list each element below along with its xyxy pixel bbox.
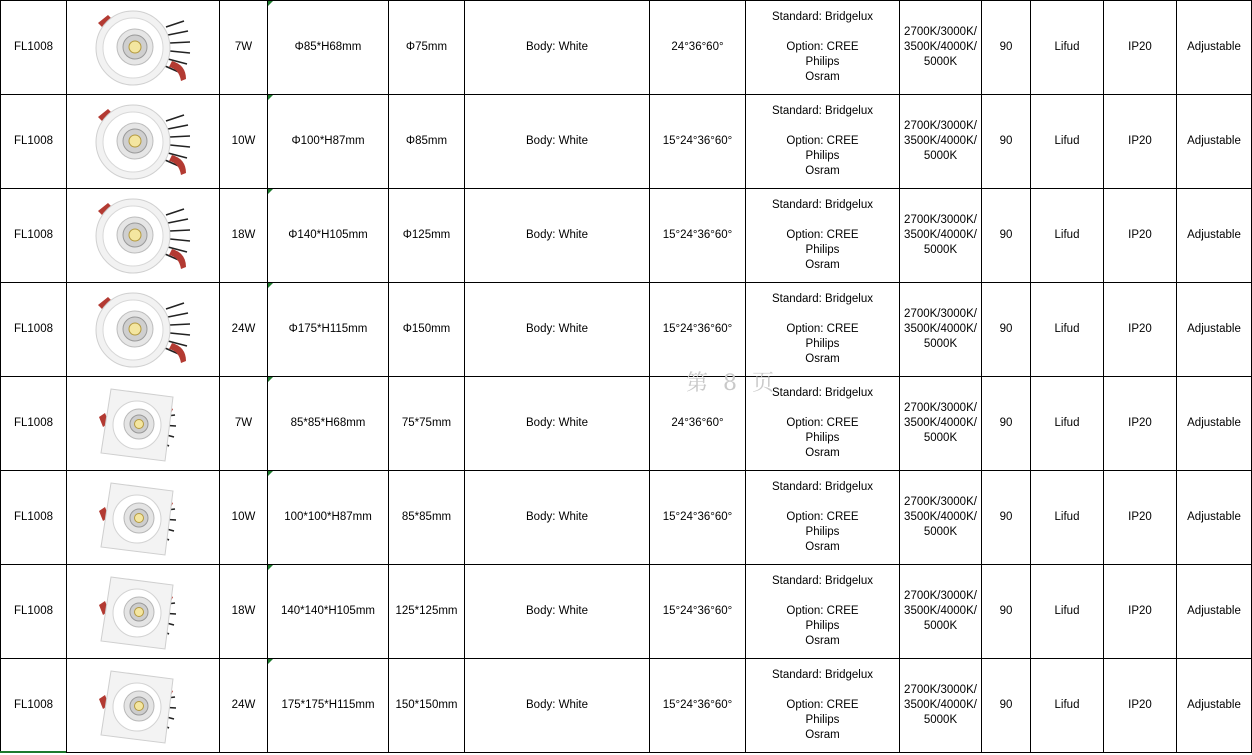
chip-option-text: Osram: [805, 541, 840, 553]
adjustability-cell[interactable]: [1177, 95, 1252, 189]
chip-option-text: Osram: [805, 259, 840, 271]
product-image-cell[interactable]: [67, 1, 220, 95]
downlight-image: [67, 663, 219, 749]
cct-text: 5000K: [923, 338, 958, 350]
power-text: 24W: [231, 323, 256, 335]
cct-cell[interactable]: [900, 471, 982, 565]
dimension-cell[interactable]: [268, 471, 389, 565]
driver-cell[interactable]: [1031, 283, 1104, 377]
cutout-cell[interactable]: [389, 659, 465, 753]
power-text: 10W: [231, 511, 256, 523]
beam-angle-cell[interactable]: [650, 95, 746, 189]
dimension-text: 175*175*H115mm: [281, 699, 375, 711]
finish-cell[interactable]: [465, 189, 650, 283]
driver-text: Lifud: [1054, 135, 1080, 147]
cct-cell[interactable]: [900, 189, 982, 283]
cct-text: 5000K: [923, 526, 958, 538]
power-text: 7W: [234, 41, 253, 53]
adjustability-text: Adjustable: [1187, 417, 1241, 429]
cutout-cell[interactable]: [389, 565, 465, 659]
chip-option-text: Philips: [805, 150, 840, 162]
cct-cell[interactable]: [900, 565, 982, 659]
cutout-text: 75*75mm: [401, 417, 452, 429]
finish-text: Body: White: [526, 229, 588, 241]
beam-angle-cell[interactable]: [650, 471, 746, 565]
finish-text: Body: White: [526, 323, 588, 335]
cri-text: 90: [999, 323, 1013, 335]
model-text: FL1008: [13, 417, 53, 429]
cct-text: 3500K/4000K/: [904, 135, 977, 147]
driver-cell[interactable]: [1031, 377, 1104, 471]
adjustability-cell[interactable]: [1177, 377, 1252, 471]
product-image-cell[interactable]: [67, 189, 220, 283]
ip-rating-text: IP20: [1128, 323, 1152, 335]
cri-cell[interactable]: [982, 283, 1031, 377]
finish-cell[interactable]: [465, 1, 650, 95]
driver-cell[interactable]: [1031, 189, 1104, 283]
beam-angle-cell[interactable]: [650, 659, 746, 753]
dimension-cell[interactable]: [268, 1, 389, 95]
cri-text: 90: [999, 605, 1013, 617]
cri-cell[interactable]: [982, 471, 1031, 565]
adjustability-text: Adjustable: [1187, 511, 1241, 523]
dimension-text: Φ85*H68mm: [294, 41, 362, 53]
beam-angle-text: 15°24°36°60°: [662, 323, 733, 335]
cri-text: 90: [999, 229, 1013, 241]
led-chip-cell[interactable]: [746, 377, 900, 471]
cct-text: 5000K: [923, 244, 958, 256]
chip-option-text: Philips: [805, 244, 840, 256]
cri-text: 90: [999, 135, 1013, 147]
driver-text: Lifud: [1054, 417, 1080, 429]
cri-cell[interactable]: [982, 377, 1031, 471]
ip-rating-text: IP20: [1128, 229, 1152, 241]
chip-standard-text: Standard: Bridgelux: [771, 575, 873, 587]
cutout-text: 125*125mm: [395, 605, 458, 617]
driver-cell[interactable]: [1031, 1, 1104, 95]
ip-rating-cell[interactable]: [1104, 659, 1177, 753]
chip-option-text: Osram: [805, 353, 840, 365]
cct-text: 2700K/3000K/: [904, 684, 977, 696]
finish-text: Body: White: [526, 135, 588, 147]
product-image-cell[interactable]: [67, 659, 220, 753]
adjustability-text: Adjustable: [1187, 41, 1241, 53]
finish-text: Body: White: [526, 605, 588, 617]
driver-cell[interactable]: [1031, 95, 1104, 189]
ip-rating-text: IP20: [1128, 699, 1152, 711]
cct-text: 5000K: [923, 620, 958, 632]
cct-cell[interactable]: [900, 659, 982, 753]
cri-cell[interactable]: [982, 189, 1031, 283]
chip-option-text: Option: CREE: [786, 41, 859, 53]
finish-cell[interactable]: [465, 283, 650, 377]
finish-cell[interactable]: [465, 377, 650, 471]
power-cell[interactable]: [220, 1, 268, 95]
dimension-text: 140*140*H105mm: [281, 605, 375, 617]
power-cell[interactable]: [220, 95, 268, 189]
driver-cell[interactable]: [1031, 659, 1104, 753]
model-text: FL1008: [13, 699, 53, 711]
driver-text: Lifud: [1054, 229, 1080, 241]
adjustability-text: Adjustable: [1187, 605, 1241, 617]
selection-marker: [0, 751, 66, 753]
downlight-image: [67, 287, 219, 373]
beam-angle-cell[interactable]: [650, 565, 746, 659]
power-cell[interactable]: [220, 471, 268, 565]
ip-rating-cell[interactable]: [1104, 1, 1177, 95]
power-cell[interactable]: [220, 377, 268, 471]
power-text: 18W: [231, 229, 256, 241]
ip-rating-text: IP20: [1128, 605, 1152, 617]
dimension-text: Φ140*H105mm: [288, 229, 368, 241]
model-cell[interactable]: [1, 377, 67, 471]
power-text: 24W: [231, 699, 256, 711]
cct-text: 3500K/4000K/: [904, 41, 977, 53]
cct-cell[interactable]: [900, 95, 982, 189]
cutout-text: Φ75mm: [405, 41, 448, 53]
led-chip-cell[interactable]: [746, 565, 900, 659]
chip-option-text: Philips: [805, 714, 840, 726]
beam-angle-cell[interactable]: [650, 377, 746, 471]
beam-angle-text: 15°24°36°60°: [662, 699, 733, 711]
chip-standard-text: Standard: Bridgelux: [771, 669, 873, 681]
chip-option-text: Philips: [805, 432, 840, 444]
product-image-cell[interactable]: [67, 283, 220, 377]
cri-text: 90: [999, 417, 1013, 429]
model-cell[interactable]: [1, 565, 67, 659]
dimension-cell[interactable]: [268, 659, 389, 753]
downlight-image: [67, 569, 219, 655]
chip-option-text: Osram: [805, 635, 840, 647]
cct-text: 3500K/4000K/: [904, 229, 977, 241]
chip-option-text: Option: CREE: [786, 605, 859, 617]
dimension-cell[interactable]: [268, 565, 389, 659]
product-image-cell[interactable]: [67, 95, 220, 189]
cri-cell[interactable]: [982, 1, 1031, 95]
cct-cell[interactable]: [900, 1, 982, 95]
dimension-cell[interactable]: [268, 283, 389, 377]
cct-cell[interactable]: [900, 283, 982, 377]
beam-angle-text: 24°36°60°: [671, 417, 724, 429]
chip-standard-text: Standard: Bridgelux: [771, 481, 873, 493]
cct-text: 5000K: [923, 56, 958, 68]
chip-option-text: Philips: [805, 56, 840, 68]
model-cell[interactable]: [1, 283, 67, 377]
power-cell[interactable]: [220, 659, 268, 753]
power-cell[interactable]: [220, 283, 268, 377]
chip-option-text: Option: CREE: [786, 511, 859, 523]
finish-text: Body: White: [526, 699, 588, 711]
cutout-cell[interactable]: [389, 377, 465, 471]
downlight-image: [67, 99, 219, 185]
page-watermark: 第 8 页: [686, 371, 778, 396]
adjustability-cell[interactable]: [1177, 189, 1252, 283]
driver-text: Lifud: [1054, 511, 1080, 523]
chip-option-text: Philips: [805, 620, 840, 632]
driver-text: Lifud: [1054, 699, 1080, 711]
beam-angle-cell[interactable]: [650, 189, 746, 283]
cutout-cell[interactable]: [389, 95, 465, 189]
product-image-cell[interactable]: [67, 565, 220, 659]
adjustability-text: Adjustable: [1187, 229, 1241, 241]
cct-cell[interactable]: [900, 377, 982, 471]
power-text: 10W: [231, 135, 256, 147]
cutout-cell[interactable]: [389, 189, 465, 283]
adjustability-text: Adjustable: [1187, 323, 1241, 335]
ip-rating-text: IP20: [1128, 511, 1152, 523]
model-cell[interactable]: [1, 471, 67, 565]
ip-rating-text: IP20: [1128, 135, 1152, 147]
chip-standard-text: Standard: Bridgelux: [771, 199, 873, 211]
led-chip-cell[interactable]: [746, 95, 900, 189]
finish-text: Body: White: [526, 417, 588, 429]
dimension-cell[interactable]: [268, 377, 389, 471]
beam-angle-text: 15°24°36°60°: [662, 229, 733, 241]
adjustability-cell[interactable]: [1177, 283, 1252, 377]
table-row: [1, 95, 1252, 189]
driver-cell[interactable]: [1031, 471, 1104, 565]
cutout-text: 85*85mm: [401, 511, 452, 523]
table-row: [1, 659, 1252, 753]
model-text: FL1008: [13, 511, 53, 523]
chip-option-text: Osram: [805, 447, 840, 459]
cct-text: 2700K/3000K/: [904, 402, 977, 414]
dimension-text: 85*85*H68mm: [290, 417, 366, 429]
cct-text: 2700K/3000K/: [904, 496, 977, 508]
finish-cell[interactable]: [465, 565, 650, 659]
product-image-cell[interactable]: [67, 377, 220, 471]
adjustability-cell[interactable]: [1177, 659, 1252, 753]
led-chip-cell[interactable]: [746, 283, 900, 377]
ip-rating-text: IP20: [1128, 417, 1152, 429]
cct-text: 2700K/3000K/: [904, 590, 977, 602]
dimension-text: 100*100*H87mm: [284, 511, 372, 523]
chip-option-text: Osram: [805, 165, 840, 177]
cct-text: 2700K/3000K/: [904, 120, 977, 132]
cutout-text: Φ85mm: [405, 135, 448, 147]
table-row: [1, 189, 1252, 283]
ip-rating-cell[interactable]: [1104, 283, 1177, 377]
beam-angle-text: 15°24°36°60°: [662, 135, 733, 147]
table-row: [1, 283, 1252, 377]
table-row: [1, 1, 1252, 95]
chip-standard-text: Standard: Bridgelux: [771, 105, 873, 117]
dimension-text: Φ100*H87mm: [291, 135, 365, 147]
cutout-text: Φ125mm: [402, 229, 451, 241]
ip-rating-cell[interactable]: [1104, 377, 1177, 471]
table-row: [1, 377, 1252, 471]
cct-text: 3500K/4000K/: [904, 511, 977, 523]
adjustability-text: Adjustable: [1187, 135, 1241, 147]
cct-text: 3500K/4000K/: [904, 605, 977, 617]
model-cell[interactable]: [1, 1, 67, 95]
model-cell[interactable]: [1, 95, 67, 189]
driver-text: Lifud: [1054, 41, 1080, 53]
cct-text: 5000K: [923, 432, 958, 444]
beam-angle-text: 15°24°36°60°: [662, 605, 733, 617]
power-text: 18W: [231, 605, 256, 617]
downlight-image: [67, 475, 219, 561]
chip-option-text: Option: CREE: [786, 323, 859, 335]
product-image-cell[interactable]: [67, 471, 220, 565]
cri-cell[interactable]: [982, 565, 1031, 659]
adjustability-text: Adjustable: [1187, 699, 1241, 711]
chip-option-text: Option: CREE: [786, 699, 859, 711]
beam-angle-text: 24°36°60°: [671, 41, 724, 53]
model-text: FL1008: [13, 605, 53, 617]
downlight-image: [67, 5, 219, 91]
adjustability-cell[interactable]: [1177, 565, 1252, 659]
cri-cell[interactable]: [982, 659, 1031, 753]
dimension-cell[interactable]: [268, 95, 389, 189]
cri-text: 90: [999, 511, 1013, 523]
chip-option-text: Option: CREE: [786, 135, 859, 147]
model-text: FL1008: [13, 41, 53, 53]
driver-text: Lifud: [1054, 323, 1080, 335]
ip-rating-text: IP20: [1128, 41, 1152, 53]
chip-standard-text: Standard: Bridgelux: [771, 293, 873, 305]
cct-text: 5000K: [923, 714, 958, 726]
model-text: FL1008: [13, 135, 53, 147]
finish-cell[interactable]: [465, 471, 650, 565]
chip-option-text: Osram: [805, 729, 840, 741]
driver-cell[interactable]: [1031, 565, 1104, 659]
led-chip-cell[interactable]: [746, 659, 900, 753]
chip-standard-text: Standard: Bridgelux: [771, 387, 873, 399]
ip-rating-cell[interactable]: [1104, 565, 1177, 659]
downlight-image: [67, 381, 219, 467]
driver-text: Lifud: [1054, 605, 1080, 617]
model-text: FL1008: [13, 323, 53, 335]
cri-text: 90: [999, 699, 1013, 711]
cutout-cell[interactable]: [389, 1, 465, 95]
cutout-cell[interactable]: [389, 283, 465, 377]
power-cell[interactable]: [220, 189, 268, 283]
cct-text: 3500K/4000K/: [904, 699, 977, 711]
finish-text: Body: White: [526, 41, 588, 53]
cri-cell[interactable]: [982, 95, 1031, 189]
table-row: [1, 471, 1252, 565]
chip-standard-text: Standard: Bridgelux: [771, 11, 873, 23]
chip-option-text: Option: CREE: [786, 417, 859, 429]
beam-angle-text: 15°24°36°60°: [662, 511, 733, 523]
finish-cell[interactable]: [465, 95, 650, 189]
finish-cell[interactable]: [465, 659, 650, 753]
cct-text: 2700K/3000K/: [904, 308, 977, 320]
chip-option-text: Philips: [805, 526, 840, 538]
led-chip-cell[interactable]: [746, 471, 900, 565]
cct-text: 3500K/4000K/: [904, 417, 977, 429]
power-text: 7W: [234, 417, 253, 429]
cutout-text: 150*150mm: [395, 699, 458, 711]
spec-table-body: [1, 1, 1252, 753]
beam-angle-cell[interactable]: [650, 1, 746, 95]
cutout-text: Φ150mm: [402, 323, 451, 335]
cct-text: 2700K/3000K/: [904, 26, 977, 38]
cct-text: 5000K: [923, 150, 958, 162]
ip-rating-cell[interactable]: [1104, 95, 1177, 189]
cct-text: 3500K/4000K/: [904, 323, 977, 335]
finish-text: Body: White: [526, 511, 588, 523]
adjustability-cell[interactable]: [1177, 1, 1252, 95]
beam-angle-cell[interactable]: [650, 283, 746, 377]
cri-text: 90: [999, 41, 1013, 53]
model-cell[interactable]: [1, 659, 67, 753]
ip-rating-cell[interactable]: [1104, 471, 1177, 565]
downlight-image: [67, 193, 219, 279]
chip-option-text: Osram: [805, 71, 840, 83]
cutout-cell[interactable]: [389, 471, 465, 565]
cct-text: 2700K/3000K/: [904, 214, 977, 226]
led-chip-cell[interactable]: [746, 189, 900, 283]
model-text: FL1008: [13, 229, 53, 241]
table-row: [1, 565, 1252, 659]
ip-rating-cell[interactable]: [1104, 189, 1177, 283]
chip-option-text: Option: CREE: [786, 229, 859, 241]
power-cell[interactable]: [220, 565, 268, 659]
adjustability-cell[interactable]: [1177, 471, 1252, 565]
led-chip-cell[interactable]: [746, 1, 900, 95]
dimension-cell[interactable]: [268, 189, 389, 283]
model-cell[interactable]: [1, 189, 67, 283]
chip-option-text: Philips: [805, 338, 840, 350]
dimension-text: Φ175*H115mm: [288, 323, 368, 335]
